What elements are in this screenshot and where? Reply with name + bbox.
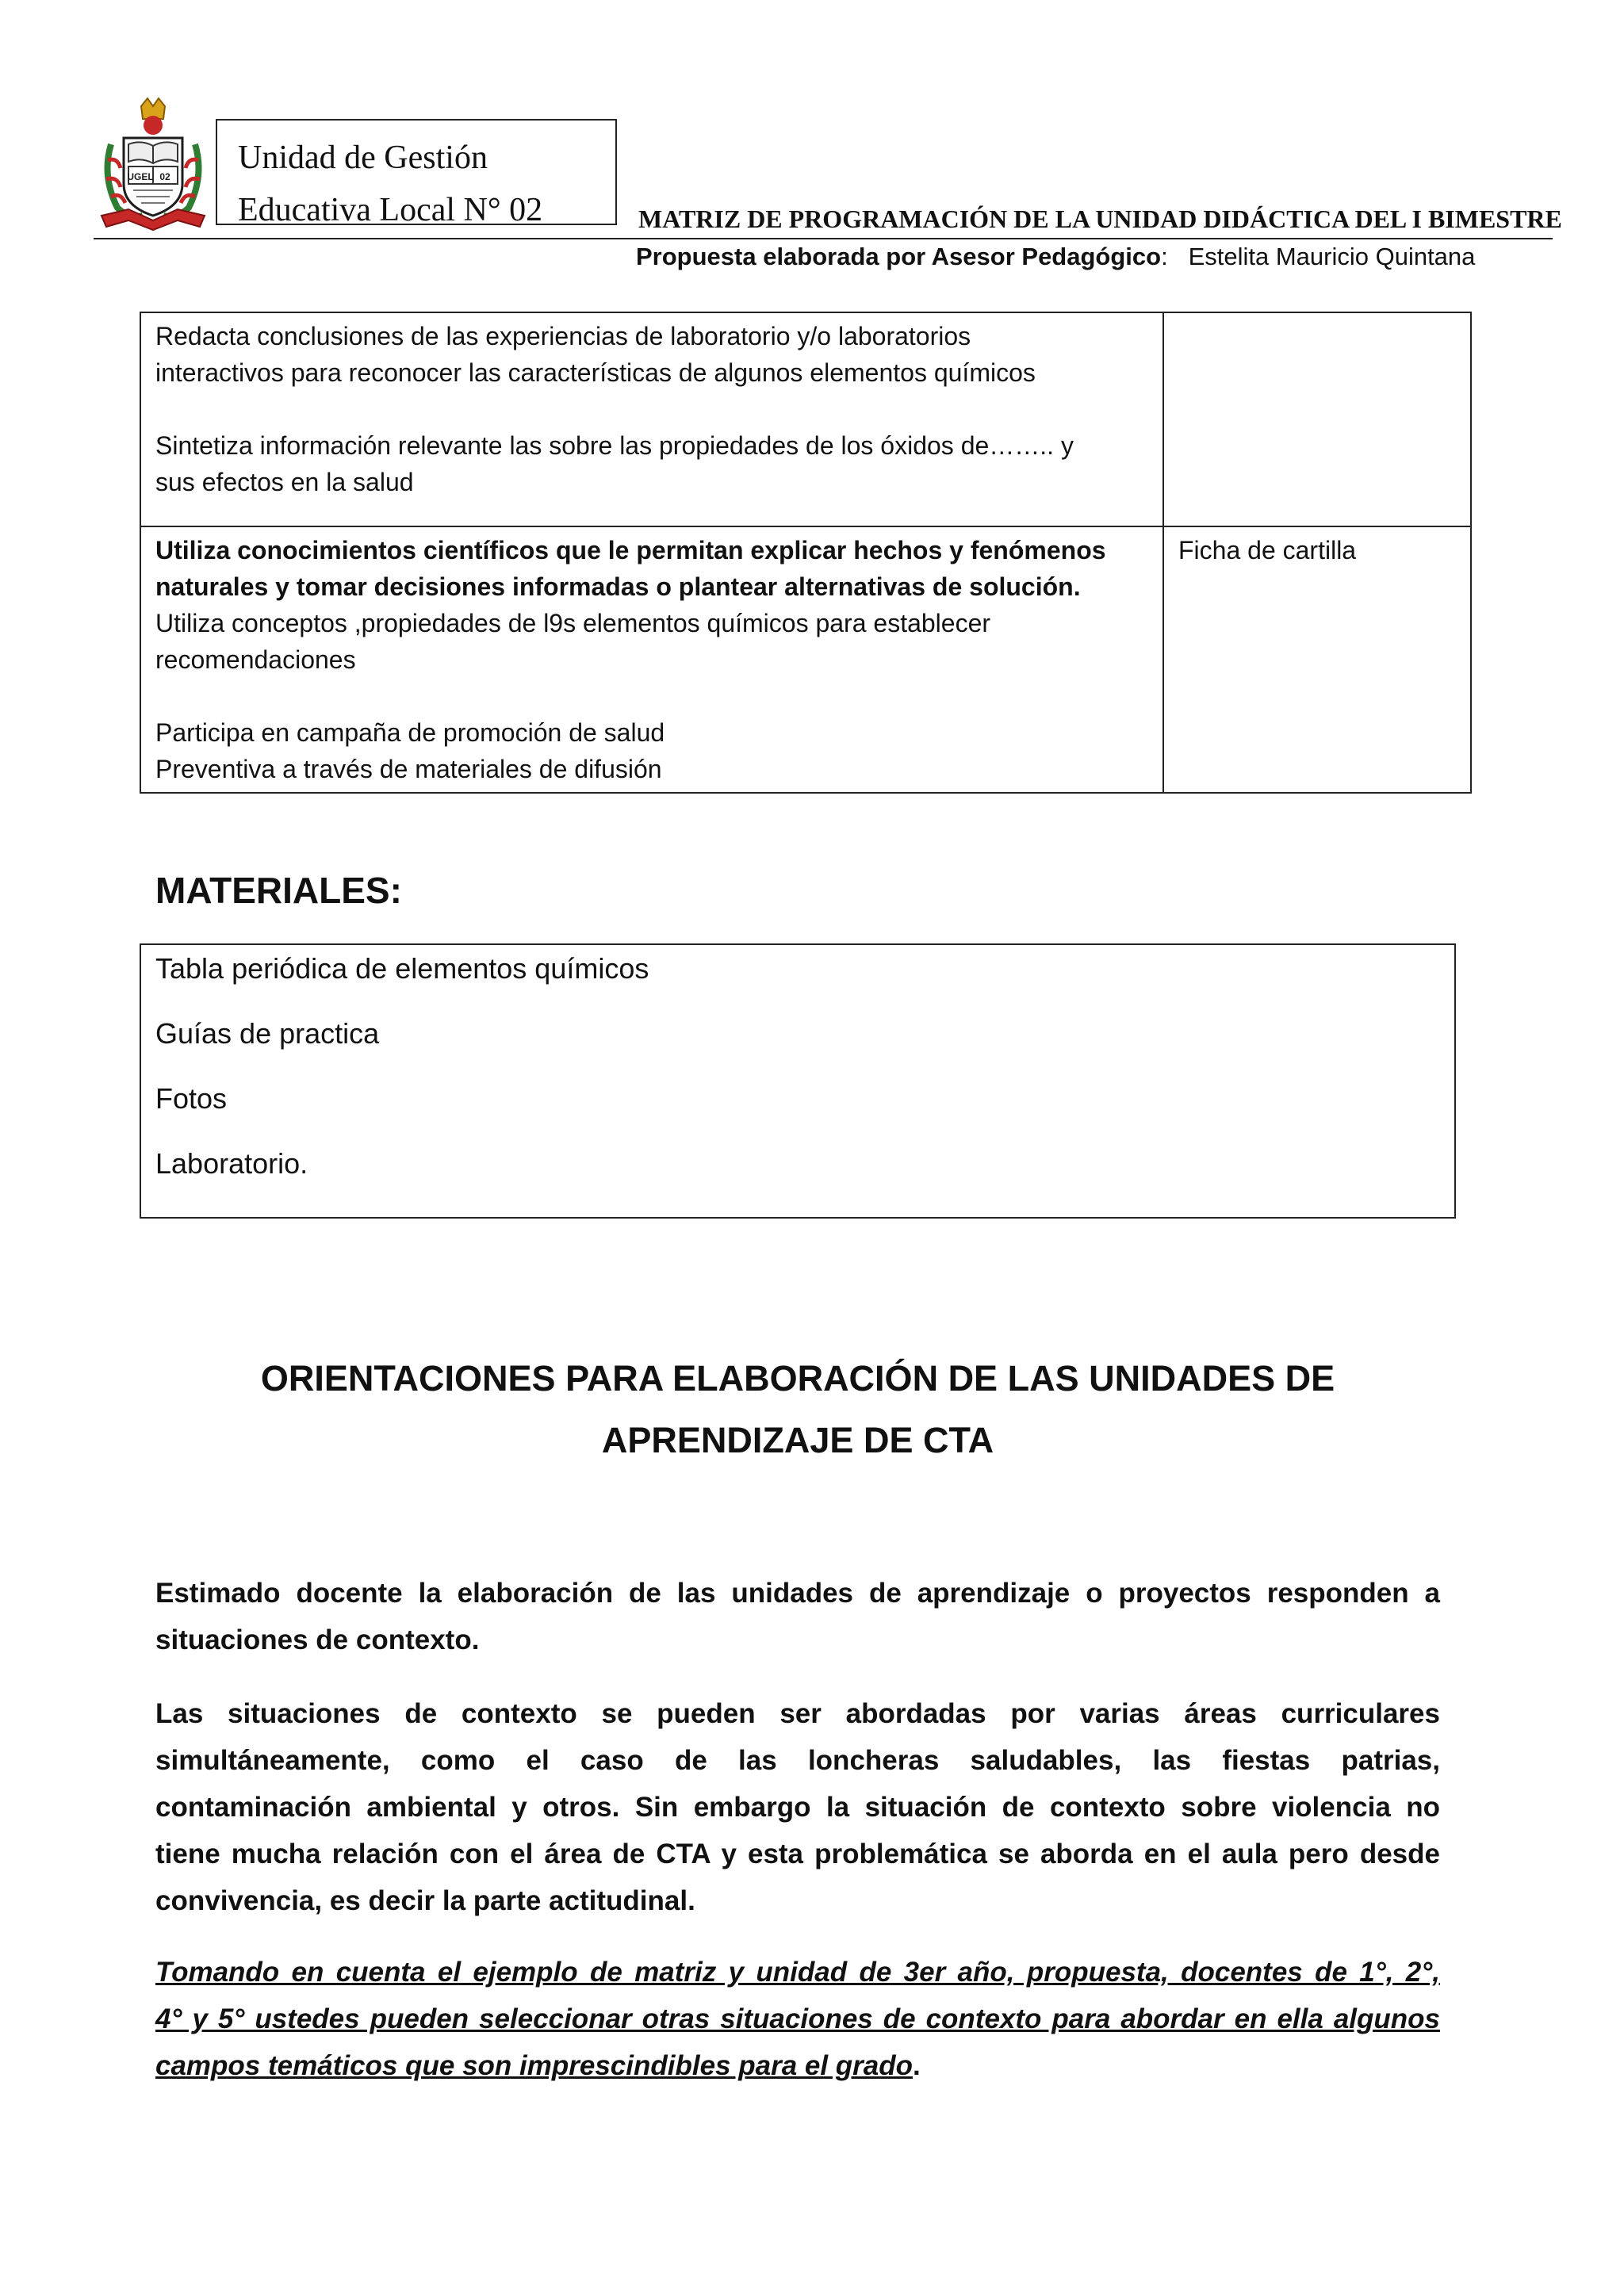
unit-name-line1: Unidad de Gestión (238, 140, 488, 176)
paragraph-line: Las situaciones de contexto se pueden ser abordadas por varias áreas curriculares (155, 1698, 1440, 1729)
svg-text:02: 02 (159, 171, 170, 182)
paragraph-line: tiene mucha relación con el área de CTA y esta problemática se aborda en el aula pero desde (155, 1839, 1440, 1869)
matrix-title: MATRIZ DE PROGRAMACIÓN DE LA UNIDAD DIDÁCTICA DEL I BIMESTRE (638, 205, 1562, 233)
criteria-line: Utiliza conceptos ,propiedades de l9s elementos químicos para establecer (155, 609, 991, 637)
paragraph-line: 4° y 5° ustedes pueden seleccionar otras situaciones de contexto para abordar en ella algunos (155, 2003, 1440, 2034)
criteria-heading-line: Utiliza conocimientos científicos que le permitan explicar hechos y fenómenos (155, 536, 1106, 564)
orientations-title-line1: ORIENTACIONES PARA ELABORACIÓN DE LAS UNIDADES DE (260, 1358, 1335, 1399)
list-item: Fotos (155, 1082, 228, 1115)
criteria-line-gap (155, 391, 1148, 427)
ugel-logo-icon (94, 97, 213, 232)
criteria-cell (140, 312, 1163, 526)
orientations-title-line2: APRENDIZAJE DE CTA (601, 1420, 994, 1460)
criteria-table (140, 312, 1472, 794)
proposal-label: Propuesta elaborada por Asesor Pedagógico (636, 243, 1162, 270)
paragraph-line: convivencia, es decir la parte actitudinal. (155, 1885, 695, 1916)
header-divider (94, 238, 1553, 239)
list-item: Guías de practica (155, 1017, 380, 1050)
materials-heading: MATERIALES: (155, 870, 402, 911)
list-item: Laboratorio. (155, 1147, 308, 1180)
paragraph-line: situaciones de contexto. (155, 1624, 480, 1655)
instrument-cell: Ficha de cartilla (1163, 526, 1471, 793)
criteria-line-gap (155, 678, 1148, 714)
paragraph-line-wrap (155, 2042, 1440, 2089)
table-row (140, 312, 1471, 526)
criteria-heading-line: naturales y tomar decisiones informadas o plantear alternativas de solución. (155, 572, 1081, 601)
orientations-title (140, 1348, 1456, 1471)
criteria-line: interactivos para reconocer las características de algunos elementos químicos (155, 358, 1036, 387)
proposal-author: Estelita Mauricio Quintana (1188, 243, 1476, 270)
paragraph-line: Tomando en cuenta el ejemplo de matriz y unidad de 3er año, propuesta, docentes de 1°, 2°, (155, 1957, 1440, 1988)
criteria-line: recomendaciones (155, 645, 356, 674)
criteria-line: Redacta conclusiones de las experiencias de laboratorio y/o laboratorios (155, 322, 971, 350)
table-row (140, 526, 1471, 793)
criteria-line: Preventiva a través de materiales de difusión (155, 755, 662, 783)
criteria-line: Sintetiza información relevante las sobre las propiedades de los óxidos de…….. y (155, 431, 1074, 460)
unit-name-box (216, 119, 617, 228)
proposal-line (636, 243, 1475, 271)
paragraph-intro (155, 1570, 1440, 1663)
criteria-line: Participa en campaña de promoción de salud (155, 718, 665, 747)
list-item: Tabla periódica de elementos químicos (155, 952, 649, 985)
instrument-cell (1163, 312, 1471, 526)
paragraph-line: campos temáticos que son imprescindibles para el grado (155, 2050, 914, 2081)
unit-name-line2: Educativa Local N° 02 (238, 192, 543, 228)
paragraph-line-wrap (155, 1949, 1440, 1996)
paragraph-context (155, 1690, 1440, 1924)
paragraph-line-wrap (155, 1996, 1440, 2042)
paragraph-line: simultáneamente, como el caso de las loncheras saludables, las fiestas patrias, (155, 1745, 1440, 1776)
paragraph-line: contaminación ambiental y otros. Sin embargo la situación de contexto sobre violencia no (155, 1792, 1440, 1823)
criteria-cell (140, 526, 1163, 793)
paragraph-end-period: . (913, 2050, 921, 2081)
criteria-line: sus efectos en la salud (155, 468, 414, 496)
materials-box (140, 943, 1456, 1219)
paragraph-recommendation (155, 1949, 1440, 2089)
svg-text:UGEL: UGEL (127, 171, 154, 182)
proposal-colon: : (1161, 243, 1168, 270)
paragraph-line: Estimado docente la elaboración de las unidades de aprendizaje o proyectos responden a (155, 1578, 1440, 1609)
